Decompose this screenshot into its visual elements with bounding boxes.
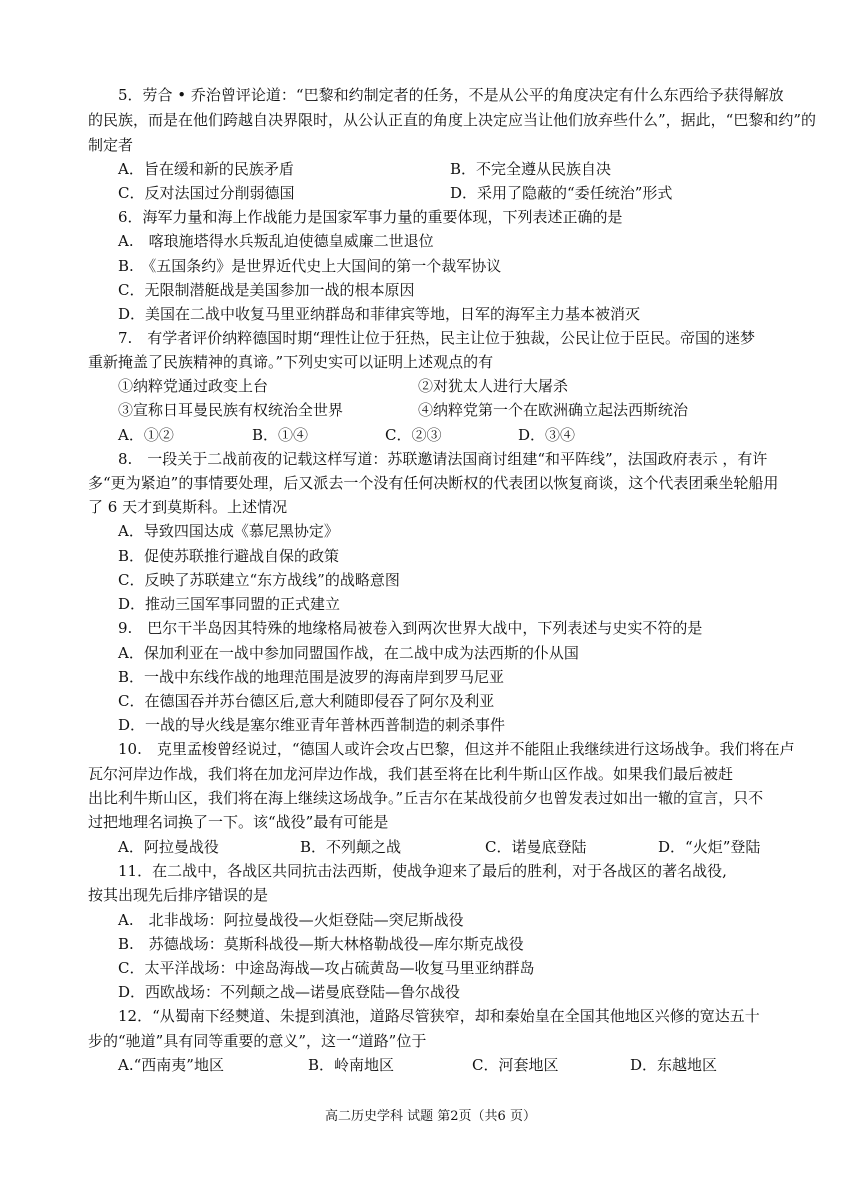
q8-option-a: A．导致四国达成《慕尼黑协定》 (118, 522, 339, 540)
q12-option-c: C．河套地区 (472, 1056, 559, 1074)
q7-option-c: C．②③ (385, 426, 442, 444)
q10-option-a: A．阿拉曼战役 (118, 838, 219, 856)
q5-stem-line-3: 制定者 (88, 136, 134, 154)
q7-option-a: A．①② (118, 426, 174, 444)
page-footer: 高二历史学科 试题 第2页（共6 页） (325, 1109, 536, 1124)
q12-option-b: B．岭南地区 (308, 1056, 395, 1074)
q9-option-c: C．在德国吞并苏台德区后,意大利随即侵吞了阿尔及利亚 (118, 692, 495, 710)
q12-option-d: D．东越地区 (630, 1056, 718, 1074)
q9-option-d: D．一战的导火线是塞尔维亚青年普林西普制造的刺杀事件 (118, 716, 506, 734)
q9-option-a: A．保加利亚在一战中参加同盟国作战，在二战中成为法西斯的仆从国 (118, 644, 579, 662)
q8-option-b: B．促使苏联推行避战自保的政策 (118, 547, 340, 565)
q7-item-4: ④纳粹党第一个在欧洲确立起法西斯统治 (418, 401, 689, 419)
q6-option-b: B. 《五国条约》是世界近代史上大国间的第一个裁军协议 (118, 257, 502, 275)
q5-option-d: D．采用了隐蔽的“委任统治”形式 (450, 184, 673, 202)
q9-stem: 9. 巴尔干半岛因其特殊的地缘格局被卷入到两次世界大战中，下列表述与史实不符的是 (118, 619, 703, 637)
q11-stem-line-1: 11．在二战中，各战区共同抗击法西斯，使战争迎来了最后的胜利，对于各战区的著名战役, (118, 862, 727, 880)
q10-stem-line-4: 过把地理名词换了一下。该“战役”最有可能是 (88, 813, 389, 831)
q11-option-c: C．太平洋战场：中途岛海战—攻占硫黄岛—收复马里亚纳群岛 (118, 959, 535, 977)
q6-stem: 6．海军力量和海上作战能力是国家军事力量的重要体现，下列表述正确的是 (118, 208, 623, 226)
q7-item-3: ③宣称日耳曼民族有权统治全世界 (118, 401, 344, 419)
q8-stem-line-2: 多“更为紧迫”的事情要处理，后又派去一个没有任何决断权的代表团以恢复商谈，这个代表团乘坐轮船用 (88, 474, 779, 492)
q10-option-b: B．不列颠之战 (300, 838, 402, 856)
q6-option-c: C．无限制潜艇战是美国参加一战的根本原因 (118, 281, 415, 299)
q7-option-d: D．③④ (518, 426, 576, 444)
q7-stem-line-1: 7. 有学者评价纳粹德国时期“理性让位于狂热，民主让位于独裁，公民让位于臣民。帝国的迷梦 (118, 329, 755, 347)
q11-option-a: A. 北非战场：阿拉曼战役—火炬登陆—突尼斯战役 (118, 911, 464, 929)
q7-option-b: B．①④ (252, 426, 309, 444)
q10-option-c: C．诺曼底登陆 (485, 838, 587, 856)
q8-option-c: C．反映了苏联建立“东方战线”的战略意图 (118, 571, 400, 589)
q5-option-b: B．不完全遵从民族自决 (450, 160, 612, 178)
q11-stem-line-2: 按其出现先后排序错误的是 (88, 886, 269, 904)
q7-stem-line-2: 重新掩盖了民族精神的真谛。”下列史实可以证明上述观点的有 (88, 353, 494, 371)
q5-option-a: A．旨在缓和新的民族矛盾 (118, 160, 294, 178)
q5-stem-line-1: 5．劳合 • 乔治曾评论道：“巴黎和约制定者的任务，不是从公平的角度决定有什么东西给予获得解放 (118, 86, 784, 104)
q11-option-d: D．西欧战场：不列颠之战—诺曼底登陆—鲁尔战役 (118, 983, 461, 1001)
q11-option-b: B. 苏德战场：莫斯科战役—斯大林格勒战役—库尔斯克战役 (118, 935, 524, 953)
q10-stem-line-3: 出比利牛斯山区，我们将在海上继续这场战争。”丘吉尔在某战役前夕也曾发表过如出一辙的宣言，只不 (88, 789, 764, 807)
q8-option-d: D．推动三国军事同盟的正式建立 (118, 595, 341, 613)
q7-item-2: ②对犹太人进行大屠杀 (418, 377, 569, 395)
q8-stem-line-3: 了 6 天才到莫斯科。上述情况 (88, 498, 288, 516)
q9-option-b: B．一战中东线作战的地理范围是波罗的海南岸到罗马尼亚 (118, 668, 505, 686)
q10-stem-line-2: 瓦尔河岸边作战，我们将在加龙河岸边作战，我们甚至将在比利牛斯山区作战。如果我们最后被赶 (88, 765, 734, 783)
q10-option-d: D．“火炬”登陆 (658, 838, 761, 856)
q12-stem-line-1: 12．“从蜀南下经僰道、朱提到滇池，道路尽管狭窄，却和秦始皇在全国其他地区兴修的宽达五十 (118, 1007, 760, 1025)
q12-stem-line-2: 步的“驰道”具有同等重要的意义”，这一“道路”位于 (88, 1032, 427, 1050)
q7-item-1: ①纳粹党通过政变上台 (118, 377, 269, 395)
q6-option-a: A. 喀琅施塔得水兵叛乱迫使德皇威廉二世退位 (118, 232, 434, 250)
q6-option-d: D．美国在二战中收复马里亚纳群岛和菲律宾等地，日军的海军主力基本被消灭 (118, 305, 641, 323)
q5-option-c: C．反对法国过分削弱德国 (118, 184, 295, 202)
q10-stem-line-1: 10. 克里孟梭曾经说过，“德国人或许会攻占巴黎，但这并不能阻止我继续进行这场战争。我们将在卢 (118, 740, 795, 758)
q12-option-a: A.“西南夷”地区 (118, 1056, 224, 1074)
q8-stem-line-1: 8. 一段关于二战前夜的记载这样写道：苏联邀请法国商讨组建“和平阵线”，法国政府表示 ，有许 (118, 450, 768, 468)
q5-stem-line-2: 的民族，而是在他们跨越自决界限时，从公认正直的角度上决定应当让他们放弃些什么”，据此，“巴黎和约”的 (88, 111, 817, 129)
